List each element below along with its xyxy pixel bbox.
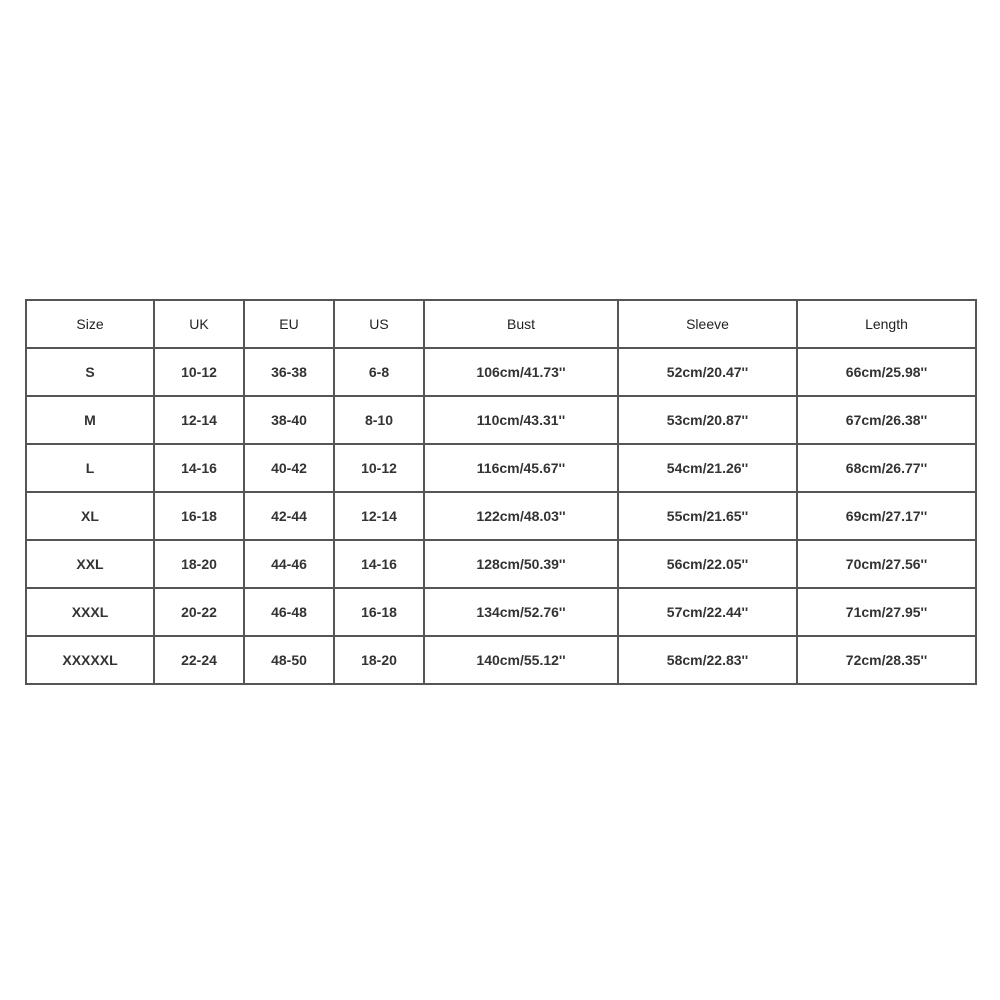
table-row [26,540,976,588]
cell-us: 6-8 [334,348,424,396]
table-row [26,636,976,684]
cell-length: 68cm/26.77'' [797,444,976,492]
cell-sleeve: 53cm/20.87'' [618,396,797,444]
cell-uk: 20-22 [154,588,244,636]
cell-eu: 38-40 [244,396,334,444]
table-row [26,396,976,444]
cell-eu: 46-48 [244,588,334,636]
cell-size: M [26,396,154,444]
table-row [26,348,976,396]
column-header-bust: Bust [424,300,618,348]
cell-us: 12-14 [334,492,424,540]
cell-uk: 16-18 [154,492,244,540]
cell-us: 18-20 [334,636,424,684]
cell-us: 8-10 [334,396,424,444]
cell-bust: 110cm/43.31'' [424,396,618,444]
table-row [26,444,976,492]
cell-size: XXXXXL [26,636,154,684]
cell-us: 16-18 [334,588,424,636]
cell-bust: 116cm/45.67'' [424,444,618,492]
cell-length: 66cm/25.98'' [797,348,976,396]
cell-uk: 10-12 [154,348,244,396]
cell-bust: 128cm/50.39'' [424,540,618,588]
cell-sleeve: 58cm/22.83'' [618,636,797,684]
cell-sleeve: 54cm/21.26'' [618,444,797,492]
cell-uk: 18-20 [154,540,244,588]
cell-bust: 134cm/52.76'' [424,588,618,636]
cell-uk: 12-14 [154,396,244,444]
header-row [26,300,976,348]
cell-size: S [26,348,154,396]
cell-length: 67cm/26.38'' [797,396,976,444]
cell-eu: 42-44 [244,492,334,540]
cell-uk: 14-16 [154,444,244,492]
cell-eu: 36-38 [244,348,334,396]
cell-size: L [26,444,154,492]
column-header-length: Length [797,300,976,348]
cell-length: 69cm/27.17'' [797,492,976,540]
cell-size: XXL [26,540,154,588]
column-header-us: US [334,300,424,348]
size-chart-table [25,299,977,685]
column-header-sleeve: Sleeve [618,300,797,348]
cell-eu: 44-46 [244,540,334,588]
cell-sleeve: 55cm/21.65'' [618,492,797,540]
cell-bust: 106cm/41.73'' [424,348,618,396]
cell-size: XL [26,492,154,540]
cell-length: 72cm/28.35'' [797,636,976,684]
table-row [26,588,976,636]
cell-bust: 122cm/48.03'' [424,492,618,540]
cell-uk: 22-24 [154,636,244,684]
cell-sleeve: 52cm/20.47'' [618,348,797,396]
column-header-eu: EU [244,300,334,348]
cell-us: 14-16 [334,540,424,588]
cell-eu: 48-50 [244,636,334,684]
cell-us: 10-12 [334,444,424,492]
cell-length: 71cm/27.95'' [797,588,976,636]
cell-eu: 40-42 [244,444,334,492]
cell-sleeve: 56cm/22.05'' [618,540,797,588]
cell-sleeve: 57cm/22.44'' [618,588,797,636]
column-header-uk: UK [154,300,244,348]
cell-size: XXXL [26,588,154,636]
cell-bust: 140cm/55.12'' [424,636,618,684]
cell-length: 70cm/27.56'' [797,540,976,588]
column-header-size: Size [26,300,154,348]
table-row [26,492,976,540]
